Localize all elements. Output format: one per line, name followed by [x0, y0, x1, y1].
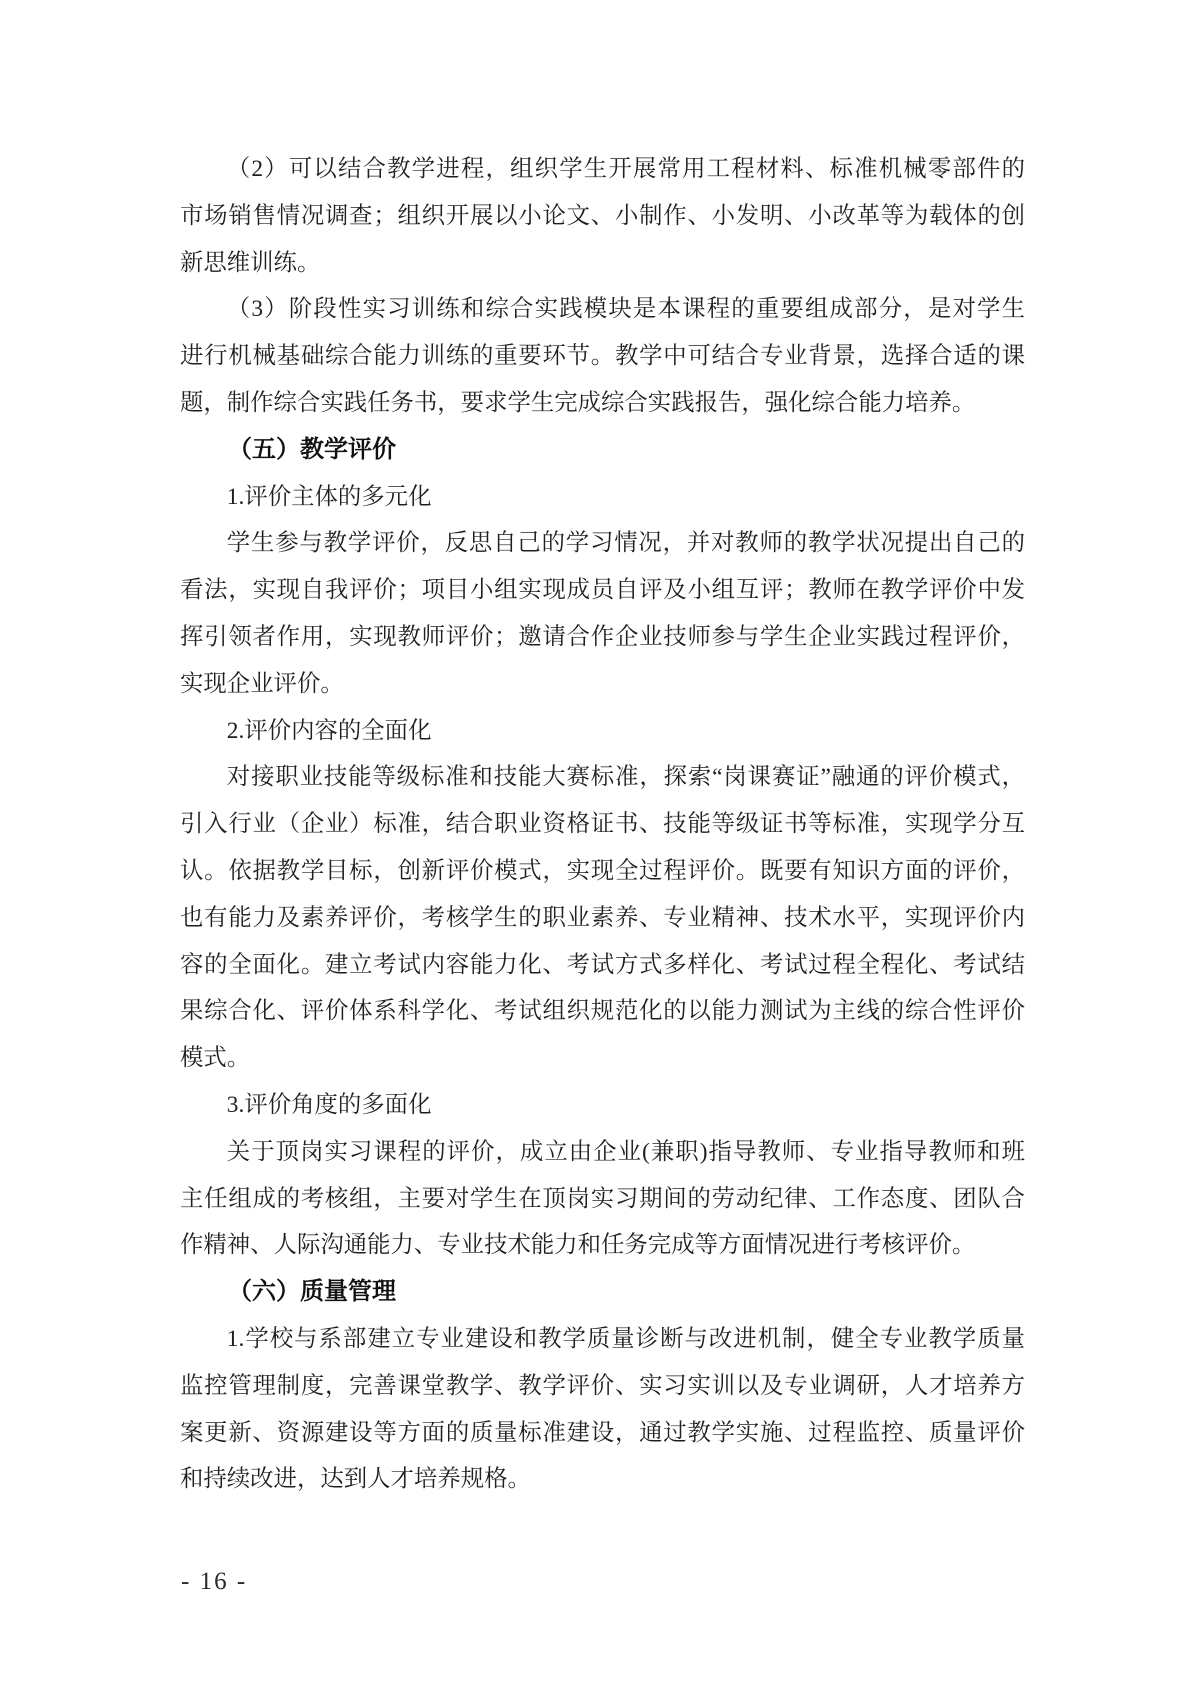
- text-line: （3）阶段性实习训练和综合实践模块是本课程的重要组成部分，是对学生: [226, 296, 1025, 323]
- text-line: 对接职业技能等级标准和技能大赛标准，探索“岗课赛证”融通的评价模式，: [226, 764, 1025, 791]
- text-line: 果综合化、评价体系科学化、考试组织规范化的以能力测试为主线的综合性评价: [180, 998, 1025, 1025]
- text-line: 案更新、资源建设等方面的质量标准建设，通过教学实施、过程监控、质量评价: [180, 1419, 1025, 1446]
- text-line: 引入行业（企业）标准，结合职业资格证书、技能等级证书等标准，实现学分互: [180, 811, 1025, 838]
- text-line: （六）质量管理: [228, 1278, 396, 1306]
- text-line: 实现企业评价。: [180, 670, 344, 697]
- paragraph: [180, 1316, 1025, 1503]
- text-line: 也有能力及素养评价，考核学生的职业素养、专业精神、技术水平，实现评价内: [180, 904, 1025, 931]
- section-heading: [180, 427, 1025, 474]
- paragraph: [180, 754, 1025, 1082]
- text-line: 学生参与教学评价，反思自己的学习情况，并对教师的教学状况提出自己的: [226, 530, 1025, 557]
- text-line: 和持续改进，达到人才培养规格。: [180, 1466, 531, 1493]
- sub-heading: [180, 708, 1025, 755]
- sub-heading: [180, 1082, 1025, 1129]
- text-line: 关于顶岗实习课程的评价，成立由企业(兼职)指导教师、专业指导教师和班: [226, 1138, 1025, 1165]
- text-line: 挥引领者作用，实现教师评价；邀请合作企业技师参与学生企业实践过程评价，: [180, 623, 1025, 650]
- text-line: 题，制作综合实践任务书，要求学生完成综合实践报告，强化综合能力培养。: [180, 389, 976, 416]
- paragraph: [180, 146, 1025, 286]
- text-line: 作精神、人际沟通能力、专业技术能力和任务完成等方面情况进行考核评价。: [180, 1232, 976, 1259]
- text-line: 进行机械基础综合能力训练的重要环节。教学中可结合专业背景，选择合适的课: [180, 343, 1025, 370]
- text-line: 容的全面化。建立考试内容能力化、考试方式多样化、考试过程全程化、考试结: [180, 951, 1025, 978]
- text-line: （五）教学评价: [228, 435, 396, 463]
- text-line: （2）可以结合教学进程，组织学生开展常用工程材料、标准机械零部件的: [226, 156, 1025, 182]
- text-line: 监控管理制度，完善课堂教学、教学评价、实习实训以及专业调研，人才培养方: [180, 1372, 1025, 1399]
- paragraph: [180, 286, 1025, 426]
- text-line: 3.评价角度的多面化: [226, 1091, 432, 1118]
- text-line: 主任组成的考核组，主要对学生在顶岗实习期间的劳动纪律、工作态度、团队合: [180, 1185, 1025, 1212]
- text-line: 认。依据教学目标，创新评价模式，实现全过程评价。既要有知识方面的评价，: [180, 857, 1025, 884]
- text-line: 看法，实现自我评价；项目小组实现成员自评及小组互评；教师在教学评价中发: [180, 577, 1025, 604]
- text-line: 2.评价内容的全面化: [226, 717, 432, 744]
- sub-heading: [180, 474, 1025, 521]
- text-line: 1.学校与系部建立专业建设和教学质量诊断与改进机制，健全专业教学质量: [226, 1325, 1025, 1352]
- section-heading: [180, 1269, 1025, 1316]
- text-line: 模式。: [180, 1045, 251, 1072]
- text-line: 新思维训练。: [180, 249, 321, 276]
- document-body: [180, 146, 1025, 1503]
- text-line: 1.评价主体的多元化: [226, 483, 432, 510]
- page-number: - 16 -: [181, 1568, 248, 1595]
- paragraph: [180, 520, 1025, 707]
- text-line: 市场销售情况调查；组织开展以小论文、小制作、小发明、小改革等为载体的创: [180, 202, 1025, 229]
- paragraph: [180, 1129, 1025, 1269]
